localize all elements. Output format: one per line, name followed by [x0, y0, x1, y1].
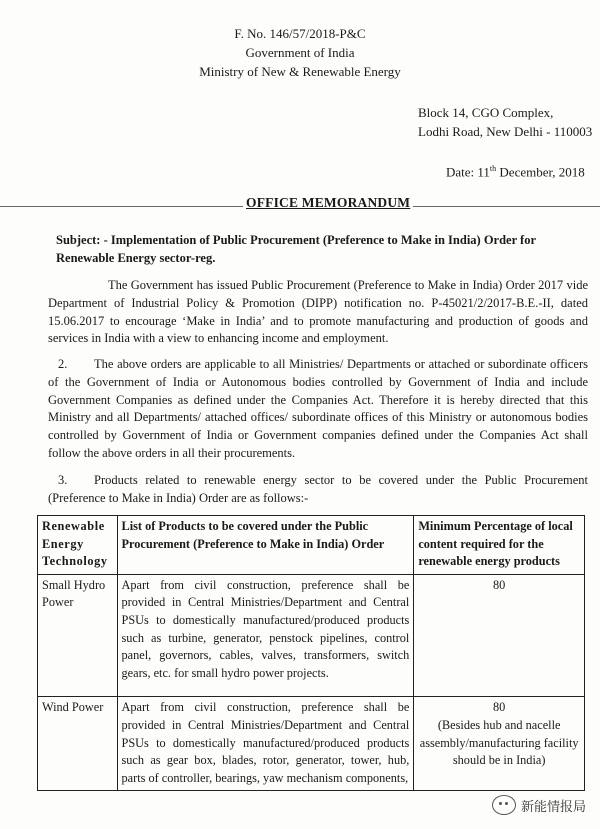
paragraph-2-number: 2.: [58, 357, 68, 371]
subject-line: Subject: - Implementation of Public Procurement (Preference to Make in India) Order for Renewable Energy sector-reg.: [56, 233, 536, 265]
row-products: Apart from civil construction, preference shall be provided in Central Ministries/Department and Central PSUs to domestically manufactured/produced products such as gear box, blades, rotor, generator, tower, hub, parts of controller, bearings, yaw mechanism components,: [117, 697, 414, 791]
address-line-2: Lodhi Road, New Delhi - 110003: [418, 124, 593, 139]
watermark-text: 新能情报局: [520, 799, 586, 815]
row-min-percentage: 80: [493, 700, 506, 715]
paragraph-3: [48, 472, 588, 508]
paragraph-1: [48, 277, 588, 348]
table-row: [38, 697, 585, 791]
row-products: Apart from civil construction, preference shall be provided in Central Ministries/Department and Central PSUs to domestically manufactured/produced products such as turbine, generator, penstock pipelines, control panel, governors, cables, valves, transformers, switch gears, etc. for small hydro power projects.: [117, 574, 414, 697]
date-rest: December, 2018: [496, 164, 585, 180]
government-line: Government of India: [245, 45, 355, 60]
paragraph-2: [48, 356, 588, 463]
products-table: [37, 515, 585, 791]
header-technology: Renewable Energy Technology: [38, 516, 118, 575]
watermark: [492, 795, 586, 815]
row-min-percentage-cell: [414, 697, 585, 791]
paragraph-1-text: The Government has issued Public Procurement (Preference to Make in India) Order 2017 vide Department of Industrial Policy & Promotion (DIPP) notification no. P-45021/2/2017-B.E.-II, dated 15.06.2017 to encourage ‘Make in India’ and to promote manufacturing and production of goods and services in India with a view to enhancing income and employment.: [48, 278, 588, 346]
ministry-line: Ministry of New & Renewable Energy: [199, 64, 401, 79]
row-technology: Small Hydro Power: [38, 574, 118, 697]
table-row: [38, 574, 585, 697]
date-ordinal: th: [489, 164, 497, 173]
wechat-icon: [492, 795, 516, 815]
table-header-row: [38, 516, 585, 575]
paragraph-2-text: The above orders are applicable to all Ministries/ Departments or attached or subordinate officers of the Government of India or Autonomous bodies controlled by Government of India and include Government Companies as defined under the Companies Act. Therefore it is hereby directed that this Ministry and all Departments/ attached offices/ subordinate offices of this Ministry or autonomous bodies controlled by Government of India or Government companies defined under the Companies Act shall follow the above orders in all their procurements.: [48, 357, 588, 460]
row-min-percentage: 80: [414, 574, 585, 697]
file-number: F. No. 146/57/2018-P&C: [234, 26, 366, 41]
date-prefix: Date: 11: [446, 164, 490, 180]
row-percentage-note: (Besides hub and nacelle assembly/manufacturing facility should be in India): [419, 717, 579, 768]
address-line-1: Block 14, CGO Complex,: [418, 105, 554, 120]
memo-title: OFFICE MEMORANDUM: [243, 195, 413, 211]
paragraph-3-number: 3.: [58, 473, 68, 487]
memo-date: [446, 159, 600, 181]
header-min-percentage: Minimum Percentage of local content required for the renewable energy products: [414, 516, 585, 575]
header-products: List of Products to be covered under the Public Procurement (Preference to Make in India) Order: [117, 516, 414, 575]
row-technology: Wind Power: [38, 697, 118, 791]
paragraph-3-text: Products related to renewable energy sector to be covered under the Public Procurement (Preference to Make in India) Order are as follows:-: [48, 473, 588, 505]
